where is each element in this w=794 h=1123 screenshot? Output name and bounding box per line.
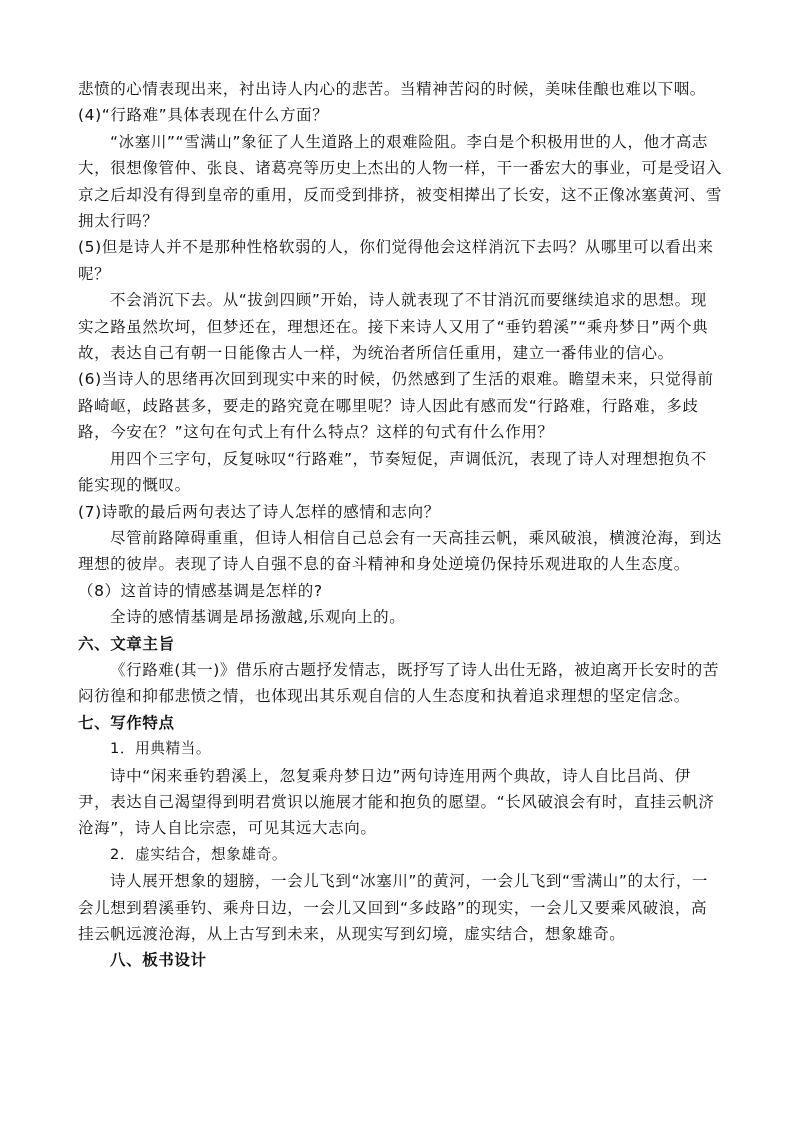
question-4: (4)“行路难”具体表现在什么方面？: [78, 106, 329, 125]
answer-7: 尽管前路障碍重重，但诗人相信自己总会有一天高挂云帆，乘风破浪，横渡沧海，到达理想的彼岸。表现了诗人自强不息的奋斗精神和身处逆境仍保持乐观进取的人生态度。: [78, 528, 722, 574]
paragraph-continuation: 悲愤的心情表现出来，衬出诗人内心的悲苦。当精神苦闷的时候，美味佳酿也难以下咽。: [78, 80, 706, 98]
question-6: (6)当诗人的思绪再次回到现实中来的时候，仍然感到了生活的艰难。瞻望未来，只觉得前路崎岖，歧路甚多，要走的路究竟在哪里呢？诗人因此有感而发“行路难，行路难，多歧路，今安在？”这句在句式上有什么特点？这样的句式有什么作用？: [78, 370, 714, 442]
section-7-text-1: 诗中“闲来垂钓碧溪上，忽复乘舟梦日边”两句诗连用两个典故，诗人自比吕尚、伊尹，表达自己渴望得到明君赏识以施展才能和抱负的愿望。“长风破浪会有时，直挂云帆济沧海”，诗人自比宗悫，可见其远大志向。: [78, 766, 715, 838]
answer-8: 全诗的感情基调是昂扬激越,乐观向上的。: [110, 608, 406, 627]
answer-4: “冰塞川”“雪满山”象征了人生道路上的艰难险阻。李白是个积极用世的人，他才高志大，很想像管仲、张良、诸葛亮等历史上杰出的人物一样，干一番宏大的事业，可是受诏入京之后却没有得到皇帝的重用，反而受到排挤，被变相撵出了长安，这不正像冰塞黄河、雪拥太行吗？: [78, 132, 723, 231]
question-8: （8）这首诗的情感基调是怎样的?: [78, 581, 323, 600]
document-body: [78, 76, 722, 974]
answer-5: 不会消沉下去。从“拔剑四顾”开始，诗人就表现了不甘消沉而要继续追求的思想。现实之路虽然坎坷，但梦还在，理想还在。接下来诗人又用了“垂钓碧溪”“乘舟梦日”两个典故，表达自己有朝一日能像古人一样，为统治者所信任重用，建立一番伟业的信心。: [78, 291, 709, 363]
section-heading-7: 七、写作特点: [78, 713, 175, 732]
subheading-1: 1．用典精当。: [110, 740, 212, 758]
section-heading-8: 八、板书设计: [110, 951, 207, 970]
question-7: (7)诗歌的最后两句表达了诗人怎样的感情和志向？: [78, 502, 440, 521]
section-heading-6: 六、文章主旨: [78, 634, 175, 653]
section-7-text-2: 诗人展开想象的翅膀，一会儿飞到“冰塞川”的黄河，一会儿飞到“雪满山”的太行，一会儿想到碧溪垂钓、乘舟日边，一会儿又回到“多歧路”的现实，一会儿又要乘风破浪，高挂云帆远渡沧海，从上古写到未来，从现实写到幻境，虚实结合，想象雄奇。: [78, 872, 709, 943]
section-6-text: 《行路难(其一)》借乐府古题抒发情志，既抒写了诗人出仕无路，被迫离开长安时的苦闷彷徨和抑郁悲愤之情，也体现出其乐观自信的人生态度和执着追求理想的坚定信念。: [78, 660, 719, 706]
question-5: (5)但是诗人并不是那种性格软弱的人，你们觉得他会这样消沉下去吗？从哪里可以看出来呢？: [78, 238, 714, 283]
answer-6: 用四个三字句，反复咏叹“行路难”，节奏短促，声调低沉，表现了诗人对理想抱负不能实现的慨叹。: [78, 449, 707, 495]
subheading-2: 2．虚实结合，想象雄奇。: [110, 845, 288, 863]
